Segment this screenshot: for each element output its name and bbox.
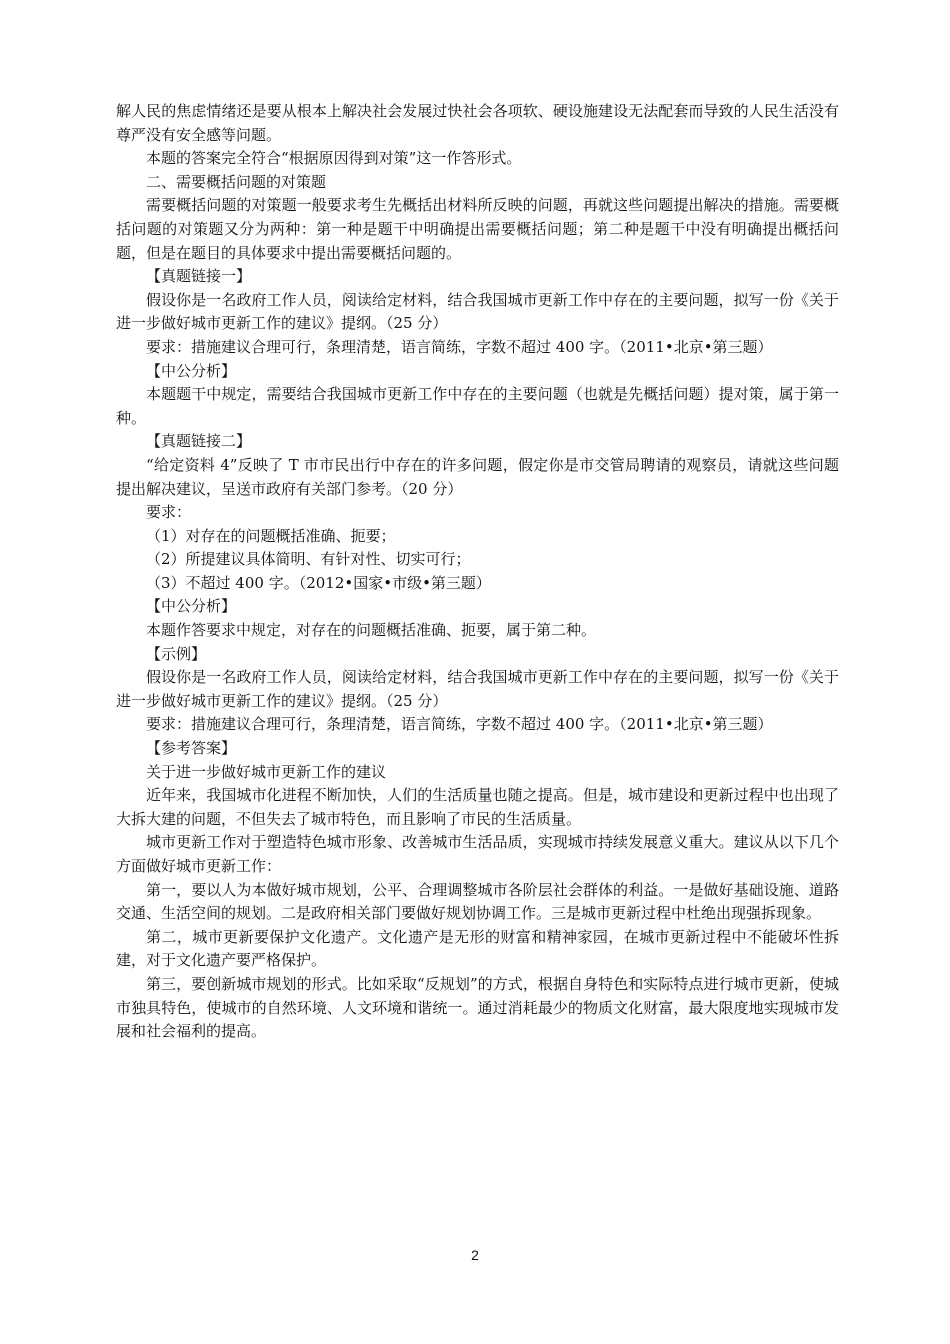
paragraph: 解人民的焦虑情绪还是要从根本上解决社会发展过快社会各项软、硬设施建设无法配套而导致的人民生活没有尊严没有安全感等问题。 — [116, 102, 839, 144]
paragraph: 假设你是一名政府工作人员，阅读给定材料，结合我国城市更新工作中存在的主要问题，拟写一份《关于进一步做好城市更新工作的建议》提纲。（25 分） — [116, 290, 839, 333]
paragraph: （3）不超过 400 字。（2012•国家•市级•第三题） — [146, 573, 491, 592]
paragraph: 【示例】 — [146, 644, 207, 663]
paragraph: 近年来，我国城市化进程不断加快，人们的生活质量也随之提高。但是，城市建设和更新过程中也出现了大拆大建的问题，不但失去了城市特色，而且影响了市民的生活质量。 — [116, 786, 839, 828]
paragraph: 【中公分析】 — [146, 361, 237, 380]
paragraph: 【中公分析】 — [146, 597, 237, 616]
paragraph: （2）所提建议具体简明、有针对性、切实可行； — [146, 550, 471, 569]
paragraph: “给定资料 4”反映了 T 市市民出行中存在的许多问题，假定你是市交管局聘请的观察员，请就这些问题提出解决建议，呈送市政府有关部门参考。（20 分） — [116, 455, 839, 498]
paragraph: 城市更新工作对于塑造特色城市形象、改善城市生活品质，实现城市持续发展意义重大。建议从以下几个方面做好城市更新工作： — [116, 833, 839, 875]
paragraph: 关于进一步做好城市更新工作的建议 — [146, 762, 387, 781]
paragraph: 要求： — [146, 503, 192, 522]
paragraph: 【真题链接二】 — [146, 432, 252, 451]
paragraph: 【真题链接一】 — [146, 267, 252, 286]
paragraph: 本题的答案完全符合“根据原因得到对策”这一作答形式。 — [146, 149, 522, 168]
paragraph: 假设你是一名政府工作人员，阅读给定材料，结合我国城市更新工作中存在的主要问题，拟写一份《关于进一步做好城市更新工作的建议》提纲。（25 分） — [116, 668, 839, 710]
page-number: 2 — [471, 1247, 479, 1263]
paragraph: 要求：措施建议合理可行，条理清楚，语言简练，字数不超过 400 字。（2011•北京•第三题） — [146, 715, 773, 734]
paragraph: （1）对存在的问题概括准确、扼要； — [146, 526, 396, 545]
paragraph: 要求：措施建议合理可行，条理清楚，语言简练，字数不超过 400 字。（2011•北京•第三题） — [146, 337, 773, 356]
paragraph: 本题题干中规定，需要结合我国城市更新工作中存在的主要问题（也就是先概括问题）提对策，属于第一种。 — [116, 385, 839, 427]
document-body — [116, 100, 839, 1044]
paragraph: 二、需要概括问题的对策题 — [146, 172, 327, 191]
paragraph: 【参考答案】 — [146, 739, 237, 758]
paragraph: 需要概括问题的对策题一般要求考生先概括出材料所反映的问题，再就这些问题提出解决的措施。需要概括问题的对策题又分为两种：第一种是题干中明确提出需要概括问题；第二种是题干中没有明确提出概括问题，但是在题目的具体要求中提出需要概括问题的。 — [116, 196, 839, 262]
paragraph: 本题作答要求中规定，对存在的问题概括准确、扼要，属于第二种。 — [146, 621, 597, 640]
paragraph: 第二，城市更新要保护文化遗产。文化遗产是无形的财富和精神家园，在城市更新过程中不能破坏性拆建，对于文化遗产要严格保护。 — [116, 927, 839, 970]
paragraph: 第一，要以人为本做好城市规划，公平、合理调整城市各阶层社会群体的利益。一是做好基础设施、道路交通、生活空间的规划。二是政府相关部门要做好规划协调工作。三是城市更新过程中杜绝出现强拆现象。 — [116, 880, 839, 923]
paragraph: 第三，要创新城市规划的形式。比如采取“反规划”的方式，根据自身特色和实际特点进行城市更新，使城市独具特色，使城市的自然环境、人文环境和谐统一。通过消耗最少的物质文化财富，最大限度地实现城市发展和社会福利的提高。 — [116, 974, 839, 1041]
